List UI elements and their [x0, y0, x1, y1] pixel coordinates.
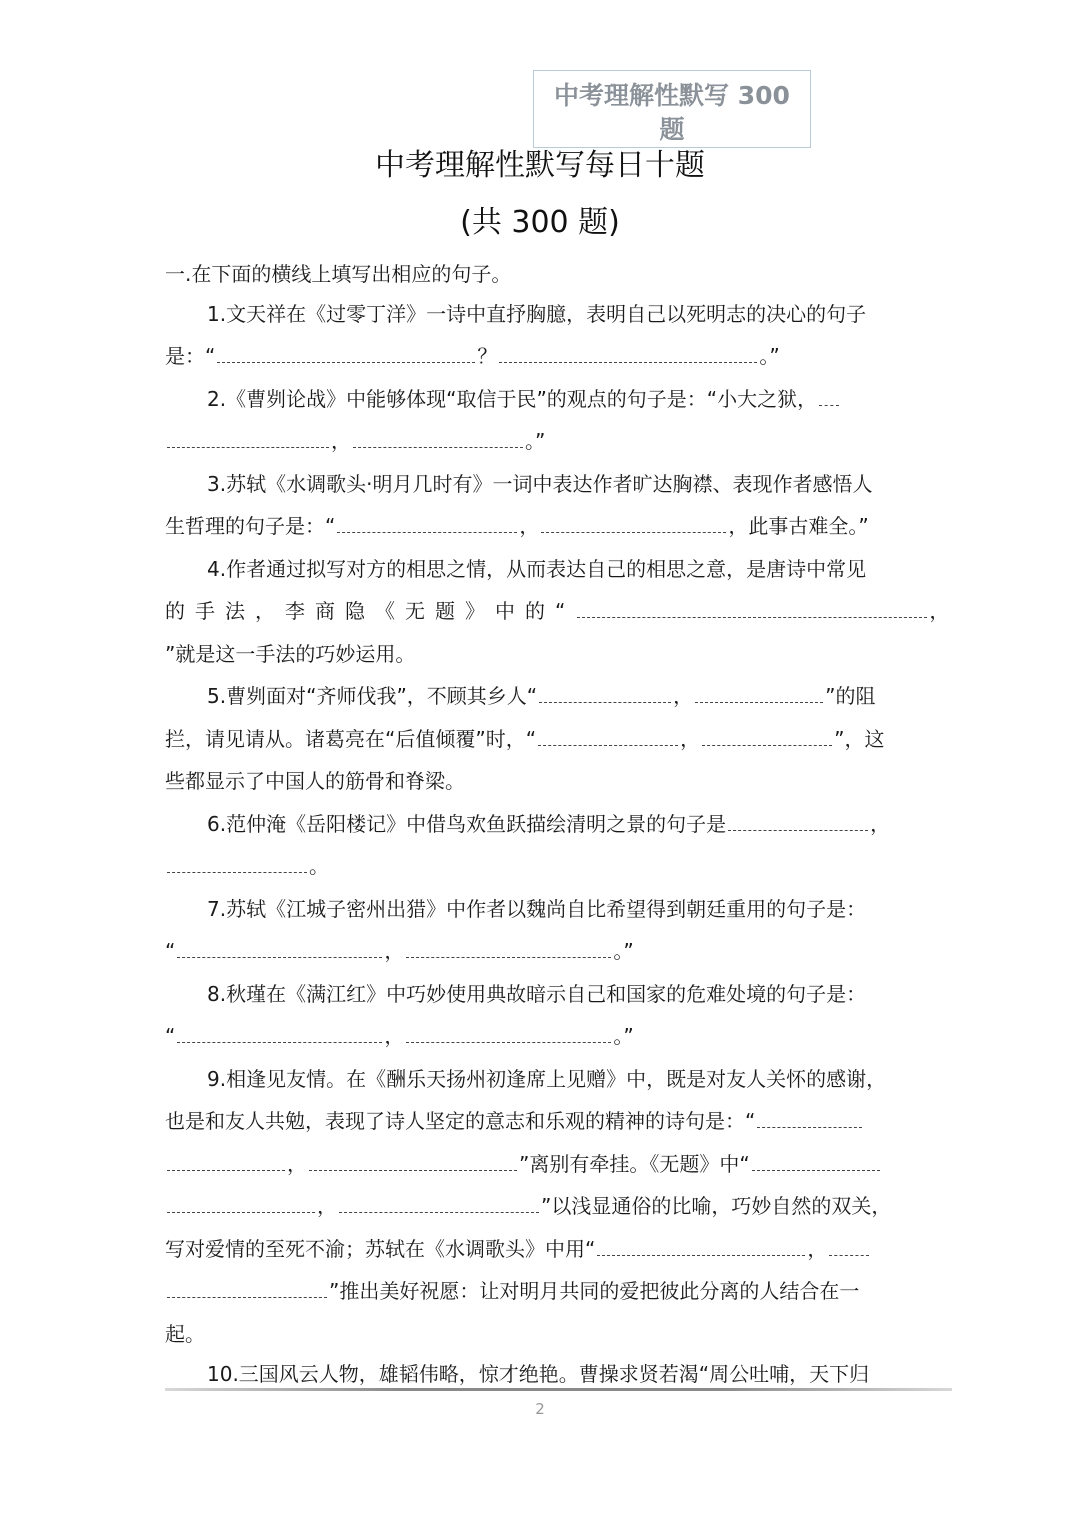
q3-line-1: 3.苏轼《水调歌头·明月几时有》一词中表达作者旷达胸襟、表现作者感悟人	[207, 472, 873, 496]
section-heading: 一.在下面的横线上填写出相应的句子。	[165, 262, 512, 286]
answer-blank[interactable]	[728, 812, 868, 831]
q9-line-5: 写对爱情的至死不渝；苏轼在《水调歌头》中用“ ，	[165, 1233, 871, 1262]
q8-line-1: 8.秋瑾在《满江红》中巧妙使用典故暗示自己和国家的危难处境的句子是：	[207, 982, 867, 1006]
answer-blank[interactable]	[406, 939, 611, 958]
q7-line-2: “ ， 。”	[165, 939, 634, 963]
answer-blank[interactable]	[597, 1237, 805, 1256]
q9-line-1: 9.相逢见友情。在《酬乐天扬州初逢席上见赠》中，既是对友人关怀的感谢，	[207, 1067, 887, 1091]
q5-line-2: 拦，请见请从。诸葛亮在“后值倾覆”时，“ ， ”，这	[165, 727, 885, 751]
q4-line-2: 的手法，李商隐《无题》中的“ ，	[165, 599, 950, 623]
footer-divider	[165, 1388, 952, 1391]
q1-line-2: 是：“ ？ 。”	[165, 344, 780, 368]
answer-blank[interactable]	[167, 1152, 285, 1171]
stamp-line-2: 题	[659, 115, 685, 144]
q9-line-3: ， ”离别有牵挂。《无题》中“	[165, 1148, 882, 1177]
q4-line-1: 4.作者通过拟写对方的相思之情，从而表达自己的相思之意，是唐诗中常见	[207, 557, 867, 581]
answer-blank[interactable]	[177, 1024, 382, 1043]
answer-blank[interactable]	[819, 387, 839, 406]
answer-blank[interactable]	[406, 1024, 611, 1043]
q10-line-1: 10.三国风云人物，雄韬伟略，惊才绝艳。曹操求贤若渴“周公吐哺，天下归	[207, 1362, 870, 1386]
answer-blank[interactable]	[339, 1194, 539, 1213]
q6-line-2: 。	[165, 850, 329, 879]
answer-blank[interactable]	[541, 514, 726, 533]
answer-blank[interactable]	[167, 429, 329, 448]
q7-line-1: 7.苏轼《江城子密州出猎》中作者以魏尚自比希望得到朝廷重用的句子是：	[207, 897, 867, 921]
q9-line-6: ”推出美好祝愿：让对明月共同的爱把彼此分离的人结合在一	[165, 1275, 859, 1304]
answer-blank[interactable]	[757, 1109, 862, 1128]
stamp-line-1: 中考理解性默写 300	[554, 81, 790, 110]
q9-line-4: ， ”以浅显通俗的比喻，巧妙自然的双关，	[165, 1190, 891, 1219]
q2-line-2: ， 。”	[165, 425, 545, 454]
page-title: 中考理解性默写每日十题	[375, 148, 705, 183]
answer-blank[interactable]	[829, 1237, 869, 1256]
watermark-stamp	[533, 70, 811, 148]
q6-line-1: 6.范仲淹《岳阳楼记》中借鸟欢鱼跃描绘清明之景的句子是 ，	[207, 812, 891, 836]
answer-blank[interactable]	[337, 514, 517, 533]
answer-blank[interactable]	[702, 727, 832, 746]
q9-line-7: 起。	[165, 1322, 205, 1346]
answer-blank[interactable]	[217, 344, 475, 363]
q3-line-2: 生哲理的句子是：“ ， ，此事古难全。”	[165, 514, 869, 538]
answer-blank[interactable]	[167, 1194, 315, 1213]
answer-blank[interactable]	[538, 727, 678, 746]
answer-blank[interactable]	[167, 1279, 327, 1298]
q1-line-1: 1.文天祥在《过零丁洋》一诗中直抒胸臆，表明自己以死明志的决心的句子	[207, 302, 867, 326]
answer-blank[interactable]	[167, 854, 307, 873]
answer-blank[interactable]	[695, 684, 823, 703]
q2-line-1: 2.《曹刿论战》中能够体现“取信于民”的观点的句子是：“小大之狱，	[207, 383, 841, 412]
page-number: 2	[535, 1400, 545, 1418]
answer-blank[interactable]	[499, 344, 757, 363]
q5-line-1: 5.曹刿面对“齐师伐我”，不顾其乡人“ ， ”的阻	[207, 684, 876, 708]
answer-blank[interactable]	[752, 1152, 880, 1171]
q4-line-3: ”就是这一手法的巧妙运用。	[165, 642, 416, 666]
q8-line-2: “ ， 。”	[165, 1024, 634, 1048]
answer-blank[interactable]	[577, 599, 927, 618]
answer-blank[interactable]	[539, 684, 671, 703]
q5-line-3: 些都显示了中国人的筋骨和脊梁。	[165, 769, 465, 793]
answer-blank[interactable]	[309, 1152, 517, 1171]
q9-line-2: 也是和友人共勉，表现了诗人坚定的意志和乐观的精神的诗句是：“	[165, 1105, 864, 1134]
answer-blank[interactable]	[177, 939, 382, 958]
page-subtitle: (共 300 题)	[460, 205, 620, 240]
answer-blank[interactable]	[353, 429, 523, 448]
